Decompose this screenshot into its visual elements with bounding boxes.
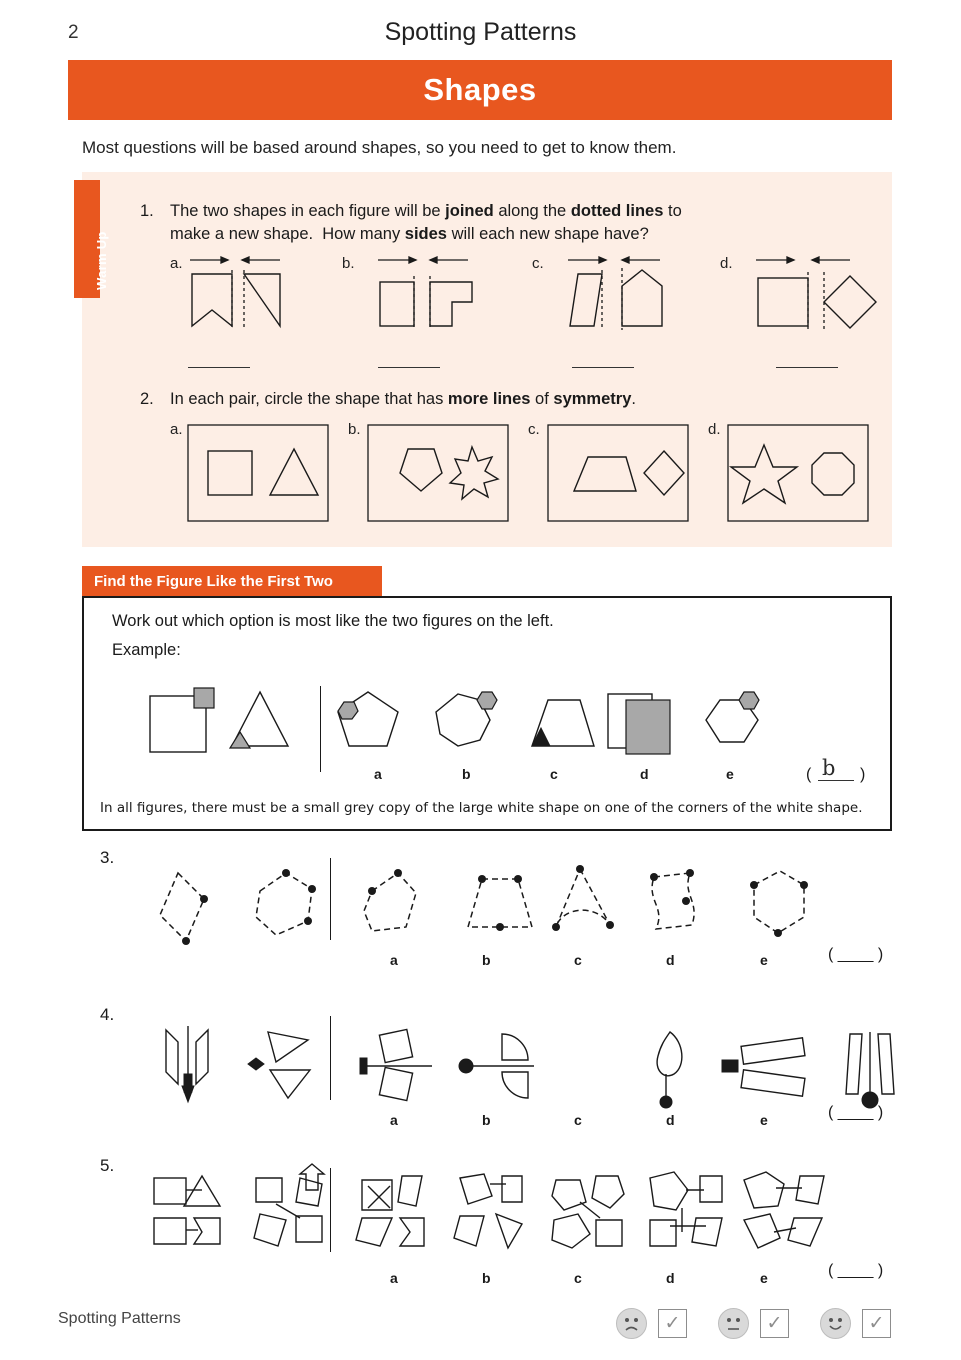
q4-option-e: e [760,1112,768,1128]
q4-option-c: c [574,1112,582,1128]
example-option-a: a [374,766,382,782]
q1-item-label-a: a. [170,255,183,272]
find-figure-instruction: Work out which option is most like the two figures on the left. [112,612,554,630]
q4-option-b: b [482,1112,491,1128]
question-1-line1: The two shapes in each figure will be joined along the dotted lines to [170,202,682,220]
q2-item-label-b: b. [348,421,361,438]
q2-figures [160,415,900,535]
page-title: Spotting Patterns [384,18,577,46]
warm-up-tab-label: Warm Up [94,231,109,290]
page-number: 2 [68,22,79,43]
q4-option-d: d [666,1112,675,1128]
q1-answer-line-c[interactable] [572,367,634,368]
sad-tick-box[interactable] [658,1309,687,1338]
q1-figures [160,248,900,358]
q1-answer-line-b[interactable] [378,367,440,368]
question-5-number: 5. [100,1156,115,1175]
q1-item-label-d: d. [720,255,733,272]
section-banner [68,60,892,120]
example-option-d: d [640,766,649,782]
example-answer: b [822,756,836,780]
intro-text: Most questions will be based around shapes, so you need to get to know them. [82,138,677,157]
q2-item-label-a: a. [170,421,183,438]
q3-option-d: d [666,952,675,968]
q5-option-e: e [760,1270,768,1286]
q1-answer-line-d[interactable] [776,367,838,368]
q3-answer: ____ [837,946,874,963]
sad-face-icon [616,1308,647,1339]
tick-icon: ✓ [766,1313,783,1334]
example-note: In all figures, there must be a small grey copy of the large white shape on one of the corners of the white shape. [100,800,863,816]
q4-answer-paren[interactable]: ( ____ ) [828,1104,884,1121]
q5-figures [110,1162,900,1262]
example-option-c: c [550,766,558,782]
q4-answer: ____ [837,1104,874,1121]
happy-tick-box[interactable] [862,1309,891,1338]
example-figures [100,680,880,780]
example-paren-open: ( [806,766,812,783]
q4-option-a: a [390,1112,398,1128]
tick-icon: ✓ [664,1313,681,1334]
happy-face-icon [820,1308,851,1339]
q5-option-c: c [574,1270,582,1286]
footer-label: Spotting Patterns [58,1310,181,1327]
example-label: Example: [112,641,181,659]
example-option-b: b [462,766,471,782]
question-1-line2: make a new shape. How many sides will each new shape have? [170,225,649,243]
q4-figures [110,1012,900,1112]
q3-figures [110,855,900,955]
q1-answer-line-a[interactable] [188,367,250,368]
q5-answer: ____ [837,1262,874,1279]
find-figure-tab-label: Find the Figure Like the First Two [94,572,333,590]
q3-answer-paren[interactable]: ( ____ ) [828,946,884,963]
q3-option-e: e [760,952,768,968]
q3-option-a: a [390,952,398,968]
example-paren-close: ) [860,766,866,783]
q1-item-label-c: c. [532,255,544,272]
question-1-text [140,200,810,246]
q3-option-c: c [574,952,582,968]
q5-option-b: b [482,1270,491,1286]
question-3-number: 3. [100,848,115,867]
question-2-number: 2. [140,390,154,408]
q1-item-label-b: b. [342,255,355,272]
question-1-number: 1. [140,202,154,220]
q5-option-a: a [390,1270,398,1286]
tick-icon: ✓ [868,1313,885,1334]
q2-item-label-d: d. [708,421,721,438]
neutral-face-icon [718,1308,749,1339]
q2-item-label-c: c. [528,421,540,438]
q5-answer-paren[interactable]: ( ____ ) [828,1262,884,1279]
warm-up-tab [74,180,109,298]
q5-option-d: d [666,1270,675,1286]
example-answer-underline [818,780,854,781]
neutral-tick-box[interactable] [760,1309,789,1338]
question-2-line1: In each pair, circle the shape that has more lines of symmetry. [170,390,636,408]
find-figure-tab [82,566,382,596]
example-option-e: e [726,766,734,782]
question-2-text [140,388,810,411]
question-4-number: 4. [100,1005,115,1024]
q3-option-b: b [482,952,491,968]
banner-title: Shapes [423,72,537,107]
